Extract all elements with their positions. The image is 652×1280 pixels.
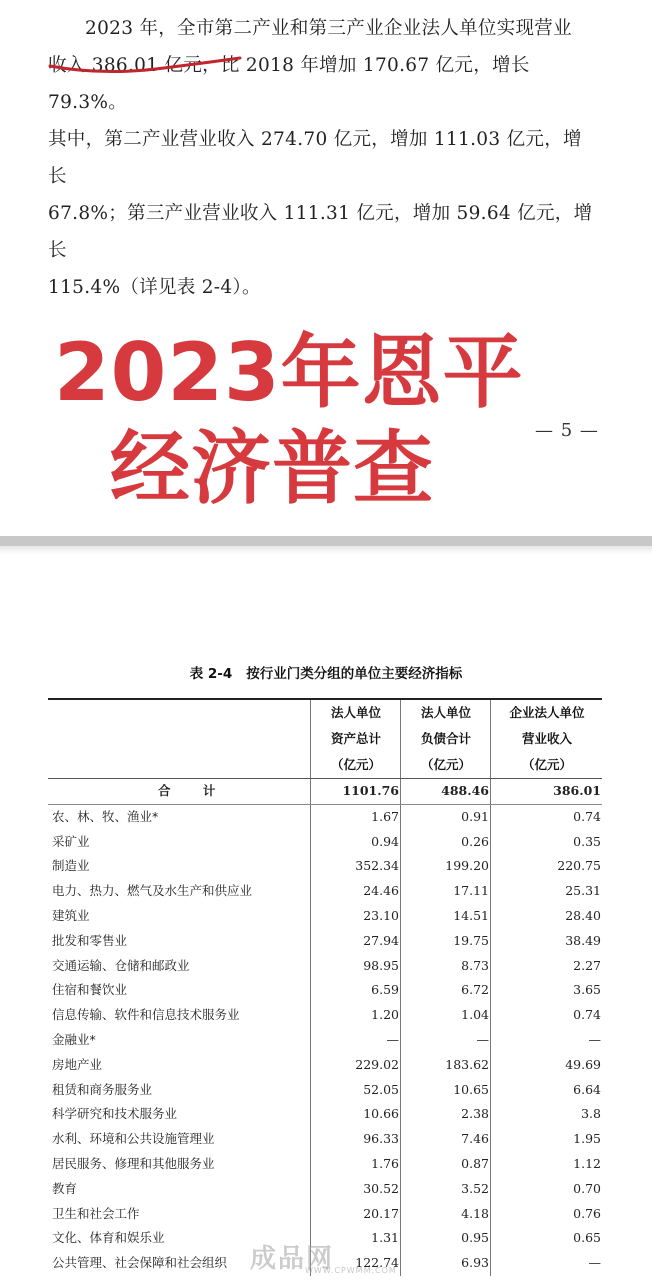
table-row xyxy=(48,805,602,830)
cell-liabilities: 10.65 xyxy=(400,1078,489,1103)
table-title: 按行业门类分组的单位主要经济指标 xyxy=(246,666,463,682)
cell-assets: 30.52 xyxy=(310,1177,399,1202)
header-unit: （亿元） xyxy=(330,757,381,772)
cell-liabilities: 488.46 xyxy=(400,779,489,804)
table-number: 表 2-4 xyxy=(189,666,233,682)
table-row xyxy=(48,954,602,979)
paragraph-line: 其中，第二产业营业收入 274.70 亿元，增加 111.03 亿元，增长 xyxy=(48,129,582,187)
handwritten-underline-mark xyxy=(44,54,244,78)
cell-liabilities: 183.62 xyxy=(400,1053,489,1078)
cell-revenue: 25.31 xyxy=(490,879,601,904)
cell-liabilities: 17.11 xyxy=(400,879,489,904)
cell-revenue: — xyxy=(490,1028,601,1053)
cell-assets: 98.95 xyxy=(310,954,399,979)
cell-liabilities: 7.46 xyxy=(400,1127,489,1152)
cell-liabilities: 6.93 xyxy=(400,1251,489,1276)
cell-revenue: 49.69 xyxy=(490,1053,601,1078)
cell-assets: 27.94 xyxy=(310,929,399,954)
cell-liabilities: 0.95 xyxy=(400,1226,489,1251)
table-row xyxy=(48,1202,602,1227)
cell-liabilities: 0.87 xyxy=(400,1152,489,1177)
table-row xyxy=(48,1102,602,1127)
table-header xyxy=(48,700,602,779)
overlay-line-2: 经济普查 xyxy=(110,422,434,515)
title-overlay xyxy=(54,325,524,517)
row-name: 水利、环境和公共设施管理业 xyxy=(52,1131,215,1147)
table-row xyxy=(48,978,602,1003)
site-watermark: 成品网 xyxy=(250,1244,335,1274)
row-name: 卫生和社会工作 xyxy=(52,1205,140,1221)
cell-assets: 24.46 xyxy=(310,879,399,904)
cell-revenue: 0.74 xyxy=(490,805,601,830)
row-name: 居民服务、修理和其他服务业 xyxy=(52,1155,215,1171)
cell-revenue: — xyxy=(490,1251,601,1276)
row-name: 电力、热力、燃气及水生产和供应业 xyxy=(52,883,253,899)
table-row xyxy=(48,929,602,954)
cell-revenue: 0.65 xyxy=(490,1226,601,1251)
cell-liabilities: 8.73 xyxy=(400,954,489,979)
header-text: 法人单位 xyxy=(330,705,381,720)
cell-revenue: 3.8 xyxy=(490,1102,601,1127)
overlay-line-1: 2023年恩平 xyxy=(54,326,524,419)
table-row xyxy=(48,1177,602,1202)
header-unit: （亿元） xyxy=(420,757,471,772)
page-divider xyxy=(0,536,652,546)
cell-revenue: 0.35 xyxy=(490,830,601,855)
table-row xyxy=(48,1152,602,1177)
cell-liabilities: 199.20 xyxy=(400,854,489,879)
header-text: 营业收入 xyxy=(521,731,572,746)
cell-assets: 23.10 xyxy=(310,904,399,929)
row-name: 房地产业 xyxy=(52,1056,103,1072)
row-name: 教育 xyxy=(52,1180,78,1196)
cell-revenue: 38.49 xyxy=(490,929,601,954)
cell-liabilities: 2.38 xyxy=(400,1102,489,1127)
row-name: 信息传输、软件和信息技术服务业 xyxy=(52,1007,240,1023)
paragraph-line: 2023 年，全市第二产业和第三产业企业法人单位实现营业 xyxy=(85,18,572,39)
row-name: 公共管理、社会保障和社会组织 xyxy=(52,1255,228,1271)
row-name: 住宿和餐饮业 xyxy=(52,982,128,998)
page-number: — 5 — xyxy=(535,420,599,441)
report-page-top xyxy=(0,0,652,536)
header-text: 负债合计 xyxy=(420,731,471,746)
cell-liabilities: 3.52 xyxy=(400,1177,489,1202)
cell-assets: 229.02 xyxy=(310,1053,399,1078)
cell-assets: 10.66 xyxy=(310,1102,399,1127)
cell-liabilities: 4.18 xyxy=(400,1202,489,1227)
cell-revenue: 3.65 xyxy=(490,978,601,1003)
row-name: 合 计 xyxy=(158,783,230,798)
row-name: 租赁和商务服务业 xyxy=(52,1081,153,1097)
cell-assets: 1.20 xyxy=(310,1003,399,1028)
row-name: 制造业 xyxy=(52,858,90,874)
cell-assets: 20.17 xyxy=(310,1202,399,1227)
header-text: 资产总计 xyxy=(330,731,381,746)
cell-revenue: 6.64 xyxy=(490,1078,601,1103)
header-assets xyxy=(310,700,401,778)
table-row xyxy=(48,830,602,855)
row-name: 采矿业 xyxy=(52,833,90,849)
table-caption xyxy=(0,662,652,682)
cell-revenue: 220.75 xyxy=(490,854,601,879)
cell-liabilities: 19.75 xyxy=(400,929,489,954)
cell-revenue: 2.27 xyxy=(490,954,601,979)
cell-liabilities: 0.26 xyxy=(400,830,489,855)
cell-assets: — xyxy=(310,1028,399,1053)
row-name: 批发和零售业 xyxy=(52,932,128,948)
row-name: 金融业* xyxy=(52,1031,96,1047)
cell-assets: 0.94 xyxy=(310,830,399,855)
cell-assets: 96.33 xyxy=(310,1127,399,1152)
cell-revenue: 0.74 xyxy=(490,1003,601,1028)
row-name: 文化、体育和娱乐业 xyxy=(52,1230,165,1246)
cell-liabilities: 6.72 xyxy=(400,978,489,1003)
cell-revenue: 386.01 xyxy=(490,779,601,804)
cell-revenue: 28.40 xyxy=(490,904,601,929)
table-row xyxy=(48,1003,602,1028)
cell-assets: 1.76 xyxy=(310,1152,399,1177)
page-divider-shadow xyxy=(0,546,652,554)
cell-assets: 352.34 xyxy=(310,854,399,879)
table-row xyxy=(48,904,602,929)
table-row xyxy=(48,1078,602,1103)
cell-revenue: 0.76 xyxy=(490,1202,601,1227)
paragraph-line: 收入 386.01 亿元，比 2018 年增加 170.67 亿元，增长 79.3%。 xyxy=(48,55,530,113)
row-name: 农、林、牧、渔业* xyxy=(52,808,159,824)
cell-assets: 1.67 xyxy=(310,805,399,830)
cell-liabilities: — xyxy=(400,1028,489,1053)
cell-assets: 1.31 xyxy=(310,1226,399,1251)
header-unit: （亿元） xyxy=(521,757,572,772)
header-text: 法人单位 xyxy=(420,705,471,720)
table-row xyxy=(48,854,602,879)
cell-revenue: 0.70 xyxy=(490,1177,601,1202)
header-text: 企业法人单位 xyxy=(509,705,585,720)
cell-liabilities: 14.51 xyxy=(400,904,489,929)
cell-assets: 1101.76 xyxy=(310,779,399,804)
economic-indicators-table xyxy=(48,698,602,1276)
table-row xyxy=(48,1127,602,1152)
cell-revenue: 1.95 xyxy=(490,1127,601,1152)
table-row xyxy=(48,879,602,904)
site-watermark-url: WWW.CPWMM.COM xyxy=(305,1266,397,1275)
table-row xyxy=(48,1028,602,1053)
paragraph-line: 67.8%；第三产业营业收入 111.31 亿元，增加 59.64 亿元，增长 xyxy=(48,203,593,261)
cell-assets: 6.59 xyxy=(310,978,399,1003)
cell-revenue: 1.12 xyxy=(490,1152,601,1177)
paragraph-line: 115.4%（详见表 2-4）。 xyxy=(48,277,261,298)
cell-assets: 122.74 xyxy=(310,1251,399,1276)
row-name: 科学研究和技术服务业 xyxy=(52,1106,178,1122)
row-name: 交通运输、仓储和邮政业 xyxy=(52,957,190,973)
cell-assets: 52.05 xyxy=(310,1078,399,1103)
cell-liabilities: 1.04 xyxy=(400,1003,489,1028)
table-body xyxy=(48,805,602,1276)
header-revenue xyxy=(490,700,603,778)
header-liabilities xyxy=(400,700,491,778)
table-row xyxy=(48,1053,602,1078)
row-name: 建筑业 xyxy=(52,907,90,923)
table-total-row xyxy=(48,779,602,805)
cell-liabilities: 0.91 xyxy=(400,805,489,830)
